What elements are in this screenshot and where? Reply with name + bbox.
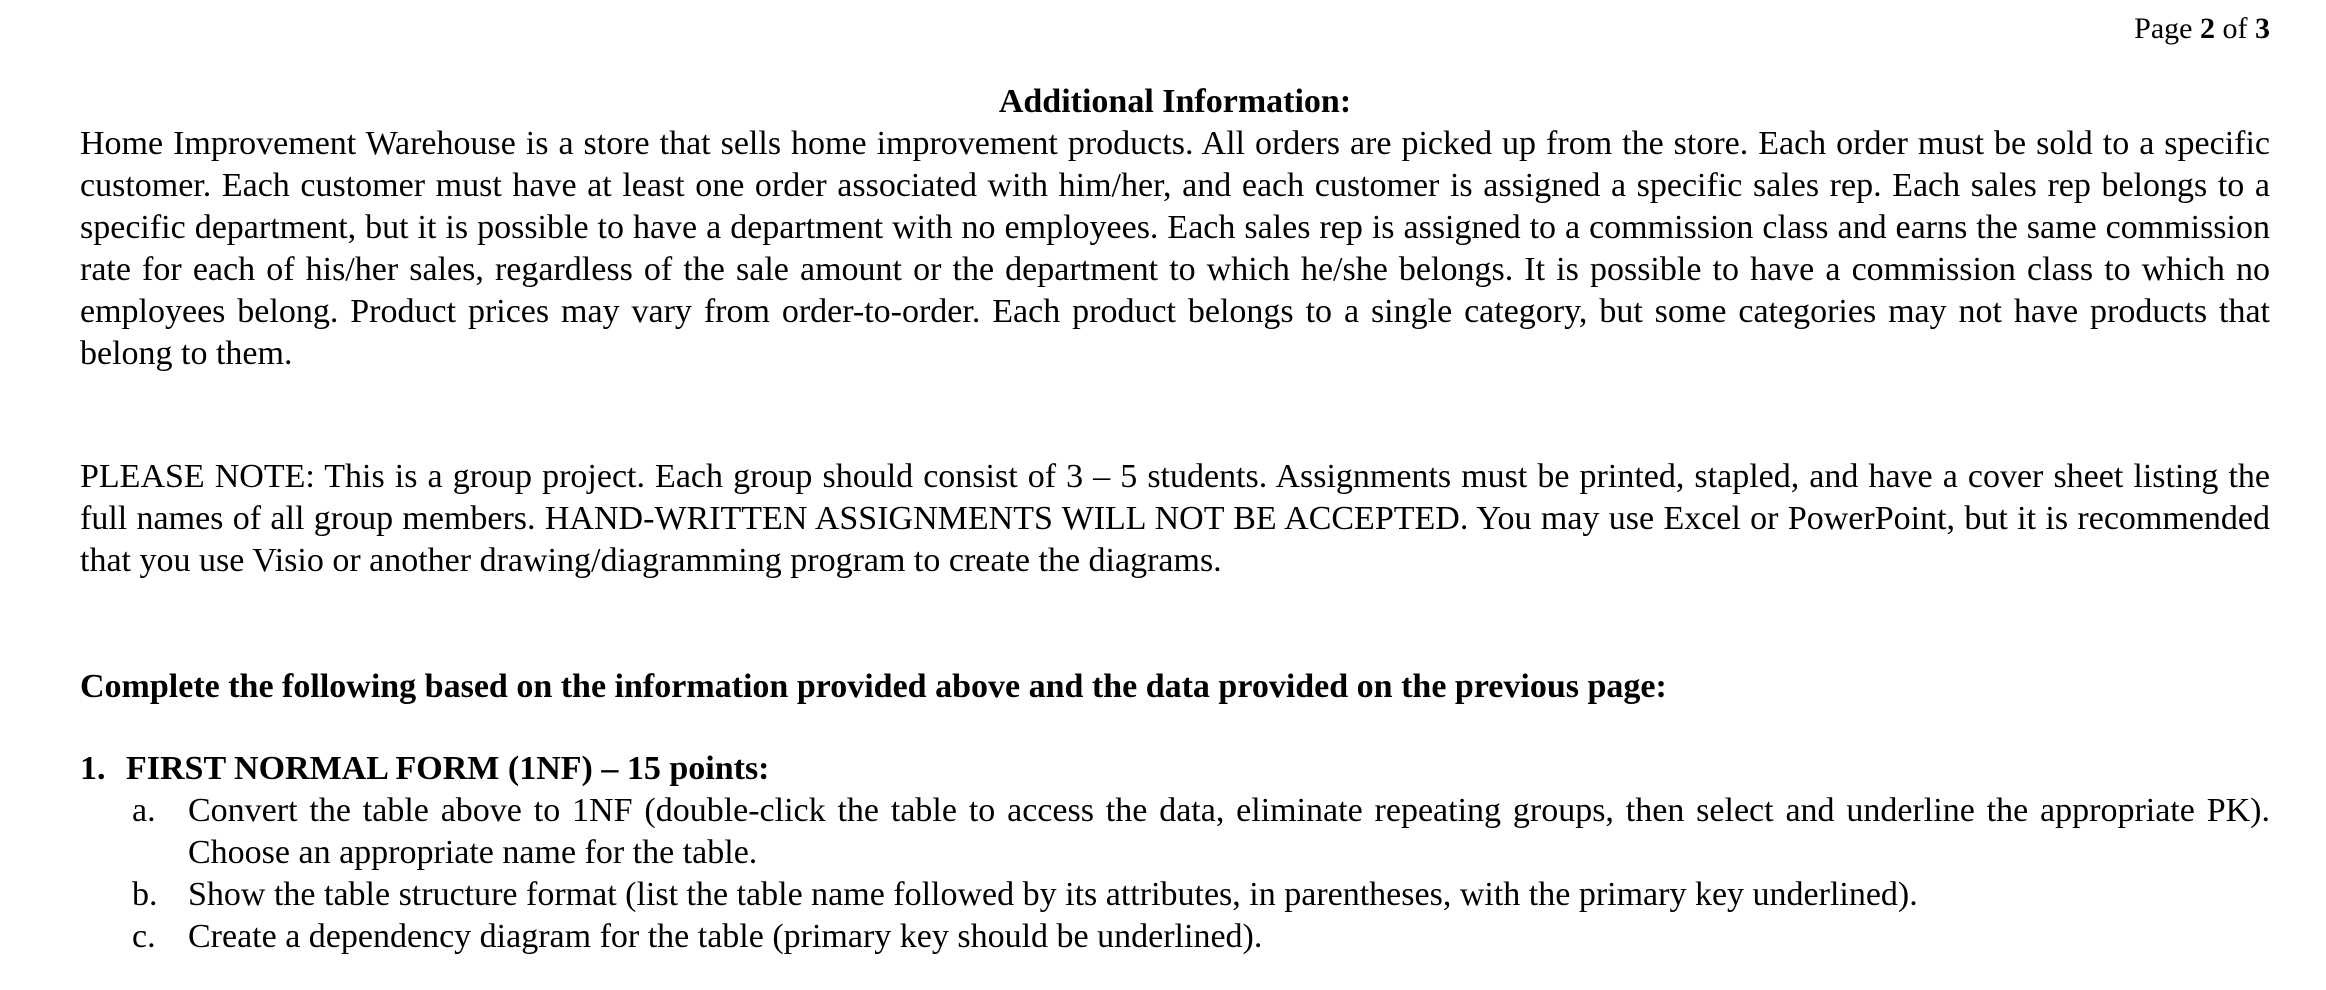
list-item-marker: b. bbox=[132, 876, 158, 913]
list-item bbox=[80, 790, 2270, 874]
section-1-title-text: FIRST NORMAL FORM (1NF) – 15 points: bbox=[126, 750, 770, 787]
list-item bbox=[80, 916, 2270, 958]
page-number-total: 3 bbox=[2255, 12, 2270, 45]
page-number-current: 2 bbox=[2200, 12, 2215, 45]
section-heading: Additional Information: bbox=[998, 83, 1352, 120]
list-item-text: Create a dependency diagram for the table (primary key should be underlined). bbox=[188, 918, 1263, 955]
list-item-text: Show the table structure format (list the table name followed by its attributes, in parentheses, with the primary key underlined). bbox=[188, 876, 1918, 913]
instruction-text: Complete the following based on the information provided above and the data provided on the previous page: bbox=[80, 668, 1667, 705]
list-item-marker: c. bbox=[132, 918, 156, 955]
list-item-marker: a. bbox=[132, 792, 156, 829]
section-1-title bbox=[80, 748, 770, 790]
document-page bbox=[80, 0, 2270, 990]
list-item-text: Convert the table above to 1NF (double-click the table to access the data, eliminate repeating groups, then select and underline the appropriate PK). Choose an appropriate name for the table. bbox=[188, 792, 2270, 871]
description-paragraph: Home Improvement Warehouse is a store that sells home improvement products. All orders are picked up from the store. Each order must be sold to a specific customer. Each customer must have at least one order associated with him/her, and each customer is assigned a specific sales rep. Each sales rep belongs to a specific department, but it is possible to have a department with no employees. Each sales rep is assigned to a commission class and earns the same commission rate for each of his/her sales, regardless of the sale amount or the department to which he/she belongs. It is possible to have a commission class to which no employees belong. Product prices may vary from order-to-order. Each product belongs to a single category, but some categories may not have products that belong to them. bbox=[80, 125, 2270, 372]
page-number bbox=[2134, 12, 2270, 46]
section-1-number: 1. bbox=[80, 750, 106, 787]
list-item bbox=[80, 874, 2270, 916]
page-number-middle: of bbox=[2215, 12, 2255, 45]
page-number-prefix: Page bbox=[2134, 12, 2200, 45]
section-1-items bbox=[80, 790, 2270, 958]
note-paragraph: PLEASE NOTE: This is a group project. Each group should consist of 3 – 5 students. Assignments must be printed, stapled, and have a cover sheet listing the full names of all group members. HAND-WRITTEN ASSIGNMENTS WILL NOT BE ACCEPTED. You may use Excel or PowerPoint, but it is recommended that you use Visio or another drawing/diagramming program to create the diagrams. bbox=[80, 458, 2270, 579]
